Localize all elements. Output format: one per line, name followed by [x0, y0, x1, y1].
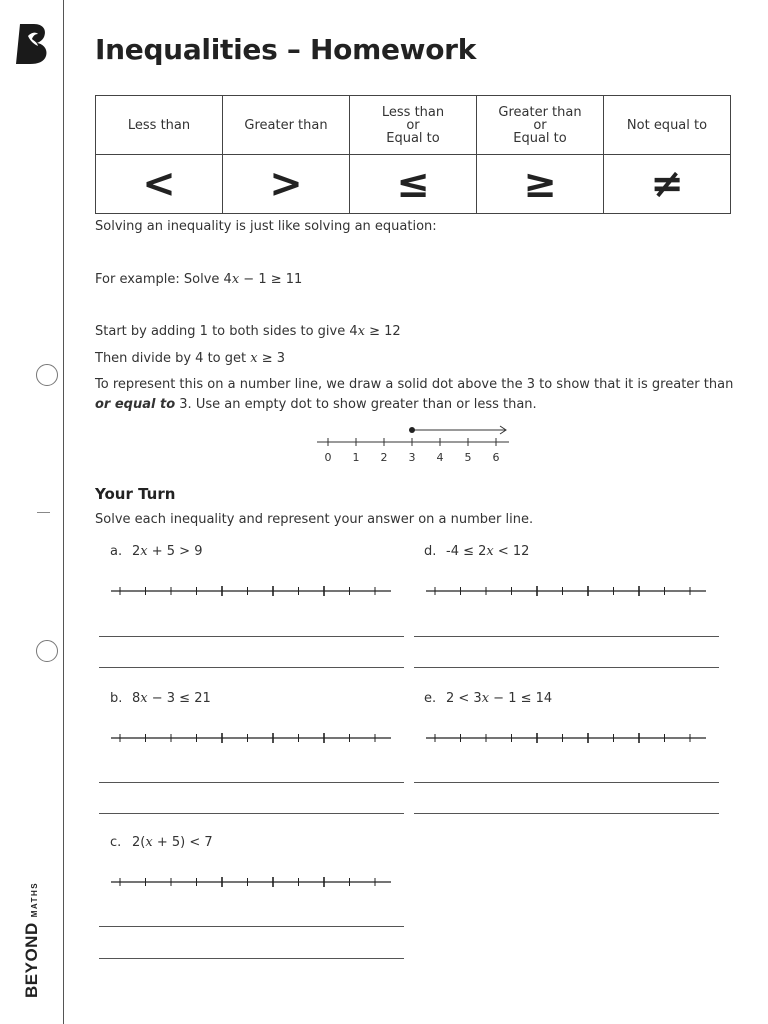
text-part: Start by adding 1 to both sides to give 4	[95, 324, 358, 339]
variable: x	[481, 691, 490, 706]
tick-label: 2	[380, 451, 388, 464]
question-d	[424, 544, 529, 559]
question-label: a.	[110, 544, 123, 559]
header-text: Not equal to	[626, 117, 708, 133]
header-greater-equal	[477, 96, 604, 155]
variable: x	[145, 835, 153, 850]
answer-line-d2[interactable]	[414, 667, 719, 668]
answer-line-a2[interactable]	[99, 667, 404, 668]
symbol-greater-than: >	[223, 155, 350, 214]
punch-hole	[36, 364, 58, 386]
text-part: For example: Solve 4	[95, 272, 232, 287]
variable: x	[250, 351, 258, 366]
answer-line-c1[interactable]	[99, 926, 404, 927]
text-part: + 5 > 9	[147, 544, 203, 559]
header-greater-than	[223, 96, 350, 155]
symbol-greater-equal: ≥	[477, 155, 604, 214]
answer-line-a1[interactable]	[99, 636, 404, 637]
question-b	[110, 691, 211, 706]
header-text: or	[406, 117, 420, 133]
header-not-equal	[604, 96, 731, 155]
number-line-e[interactable]	[425, 729, 709, 747]
text-part: − 1 ≤ 14	[489, 691, 553, 706]
brand-sub: MATHS	[30, 881, 39, 918]
text-part: 2	[132, 544, 141, 559]
header-text: Equal to	[513, 130, 567, 146]
tick-label: 3	[408, 451, 416, 464]
step-one	[95, 324, 401, 339]
punch-hole	[36, 640, 58, 662]
answer-line-c2[interactable]	[99, 958, 404, 959]
your-turn-heading: Your Turn	[95, 485, 176, 503]
header-less-than	[96, 96, 223, 155]
number-line-c[interactable]	[110, 873, 394, 891]
variable: x	[231, 272, 240, 287]
symbols-table	[95, 95, 731, 214]
example-number-line	[314, 420, 514, 468]
margin-rule	[63, 0, 64, 1024]
solid-dot	[409, 427, 415, 433]
variable: x	[486, 544, 494, 559]
tick-label: 5	[464, 451, 472, 464]
symbol-less-than: <	[96, 155, 223, 214]
question-label: c.	[110, 835, 122, 850]
text-part: 2 < 3	[446, 691, 482, 706]
tick-label: 0	[324, 451, 332, 464]
text-part: To represent this on a number line, we draw a solid dot above the 3 to show that it is greater than	[95, 377, 734, 392]
header-text: Equal to	[386, 130, 440, 146]
emphasis-text: or equal to	[95, 397, 176, 412]
answer-line-e1[interactable]	[414, 782, 719, 783]
text-part: 8	[132, 691, 141, 706]
number-line-b[interactable]	[110, 729, 394, 747]
number-line-a[interactable]	[110, 582, 394, 600]
symbol-not-equal: ≠	[604, 155, 731, 214]
brand-wordmark	[22, 882, 42, 998]
header-text: or	[533, 117, 547, 133]
variable: x	[140, 544, 148, 559]
question-label: b.	[110, 691, 123, 706]
question-a	[110, 544, 202, 559]
text-part: + 5) < 7	[152, 835, 213, 850]
header-text: Greater than	[244, 117, 328, 133]
symbol-less-equal: ≤	[350, 155, 477, 214]
question-label: d.	[424, 544, 437, 559]
beyond-logo-icon	[14, 22, 50, 66]
answer-line-b2[interactable]	[99, 813, 404, 814]
tick-label: 6	[492, 451, 500, 464]
number-line-d[interactable]	[425, 582, 709, 600]
text-part: 3. Use an empty dot to show greater than or less than.	[175, 397, 537, 412]
answer-line-e2[interactable]	[414, 813, 719, 814]
variable: x	[140, 691, 148, 706]
text-part: -4 ≤ 2	[446, 544, 487, 559]
header-less-equal	[350, 96, 477, 155]
your-turn-instructions: Solve each inequality and represent your answer on a number line.	[95, 512, 534, 527]
text-part: ≥ 3	[257, 351, 286, 366]
question-e	[424, 691, 552, 706]
symbols-header-row	[96, 96, 731, 155]
example-line	[95, 272, 302, 287]
number-line-explanation	[95, 375, 735, 415]
text-part: − 3 ≤ 21	[147, 691, 211, 706]
text-part: ≥ 12	[364, 324, 401, 339]
variable: x	[357, 324, 365, 339]
symbols-row	[96, 155, 731, 214]
question-c	[110, 835, 213, 850]
intro-line: Solving an inequality is just like solving an equation:	[95, 219, 437, 234]
answer-line-d1[interactable]	[414, 636, 719, 637]
step-two	[95, 351, 285, 366]
text-part: − 1 ≥ 11	[239, 272, 303, 287]
text-part: 2(	[132, 835, 146, 850]
header-text: Less than	[127, 117, 191, 133]
header-text: Greater than	[498, 104, 582, 120]
text-part: < 12	[493, 544, 530, 559]
brand-name: BEYOND	[22, 922, 41, 998]
question-label: e.	[424, 691, 437, 706]
header-text: Less than	[381, 104, 445, 120]
answer-line-b1[interactable]	[99, 782, 404, 783]
fold-mark	[37, 512, 50, 513]
tick-label: 4	[436, 451, 444, 464]
text-part: Then divide by 4 to get	[95, 351, 251, 366]
page-title: Inequalities – Homework	[95, 33, 477, 66]
tick-label: 1	[352, 451, 360, 464]
